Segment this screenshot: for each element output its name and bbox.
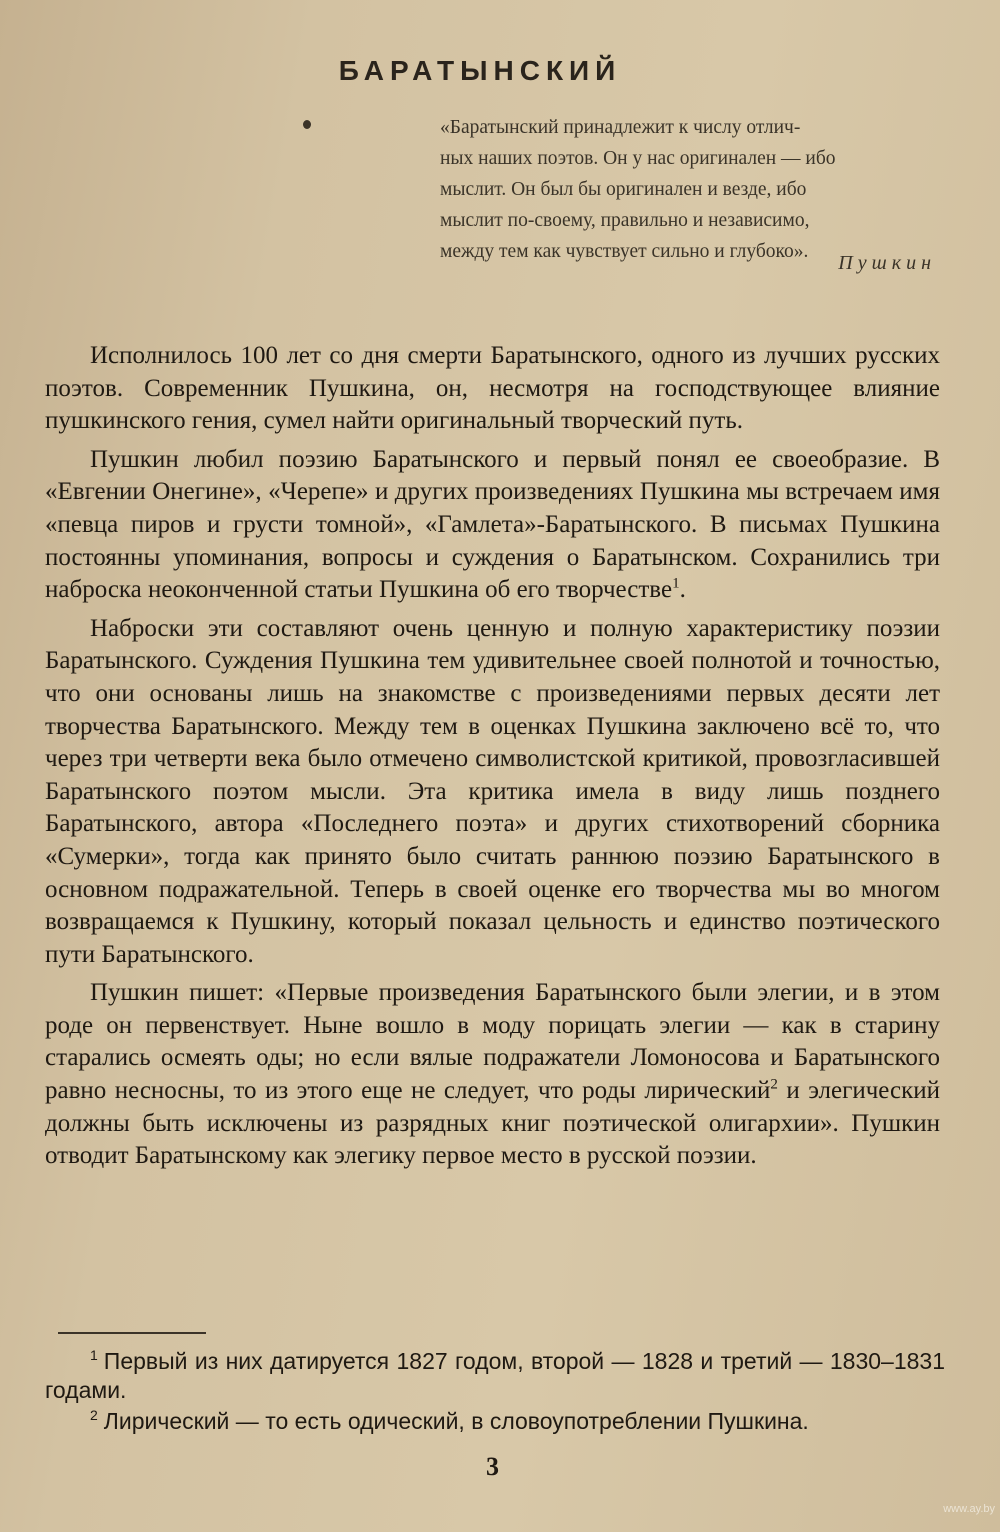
footnote-text: Первый из них датируется 1827 годом, второй — 1828 и третий — 1830–1831 годами. xyxy=(45,1348,945,1403)
footnotes xyxy=(45,1347,945,1436)
footnote xyxy=(45,1407,945,1436)
epigraph-line: «Баратынский принадлежит к числу отлич- xyxy=(440,117,801,138)
paragraph xyxy=(45,977,940,1173)
watermark: www.ay.by xyxy=(943,1503,995,1515)
epigraph-line: мыслит по-своему, правильно и независимо, xyxy=(440,210,810,231)
paragraph-text: Пушкин пишет: «Первые произведения Баратынского были элегии, и в этом роде он первенствует. Ныне вошло в моду порицать элегии — как в старину старались осмеять оды; но если вялые подражатели Ломоносова и Баратынского равно несносны, то из этого еще не следует, что роды лирический xyxy=(45,979,940,1105)
paragraph xyxy=(45,340,940,438)
footnote xyxy=(45,1347,945,1405)
epigraph-author: Пушкин xyxy=(838,252,936,274)
chapter-title: БАРАТЫНСКИЙ xyxy=(338,55,622,86)
epigraph-line: ных наших поэтов. Он у нас оригинален — ибо xyxy=(440,148,836,169)
paragraph-text-tail: и элегический должны быть исключены из разрядных книг поэтической олигархии». Пушкин отводит Баратынскому как элегику первое место в русской поэзии. xyxy=(45,1077,940,1170)
paragraph-text: Наброски эти составляют очень ценную и полную характеристику поэзии Баратынского. Суждения Пушкина тем удивительнее своей полнотой и точностью, что они основаны лишь на знакомстве с произведениями первых десяти лет творчества Баратынского. Между тем в оценках Пушкина заключено всё то, что через три четверти века было отмечено символистской критикой, провозгласившей Баратынского поэтом мысли. Эта критика имела в виду лишь позднего Баратынского, автора «Последнего поэта» и других стихотворений сборника «Сумерки», тогда как принято было считать раннюю поэзию Баратынского в основном подражательной. Теперь в своей оценке его творчества мы во многом возвращаемся к Пушкину, который показал цельность и единство поэтического пути Баратынского. xyxy=(45,614,940,968)
epigraph xyxy=(440,112,935,267)
footnote-number: 1 xyxy=(90,1347,98,1364)
page-number: 3 xyxy=(486,1452,499,1481)
footnote-ref[interactable]: 1 xyxy=(672,575,680,592)
footnote-ref[interactable]: 2 xyxy=(770,1076,778,1093)
epigraph-line: между тем как чувствует сильно и глубоко». xyxy=(440,241,809,262)
paragraph xyxy=(45,444,940,607)
paragraph-text-tail: . xyxy=(679,576,686,604)
ink-spot xyxy=(303,120,311,129)
paragraph-text: Исполнилось 100 лет со дня смерти Баратынского, одного из лучших русских поэтов. Современник Пушкина, он, несмотря на господствующее влияние пушкинского гения, сумел найти оригинальный творческий путь. xyxy=(45,342,940,435)
footnote-text: Лирический — то есть одический, в словоупотреблении Пушкина. xyxy=(103,1408,809,1434)
paragraph xyxy=(45,613,940,972)
epigraph-line: мыслит. Он был бы оригинален и везде, ибо xyxy=(440,179,807,200)
footnote-divider xyxy=(58,1332,206,1334)
footnote-number: 2 xyxy=(90,1407,98,1424)
paragraph-text: Пушкин любил поэзию Баратынского и первый понял ее своеобразие. В «Евгении Онегине», «Черепе» и других произведениях Пушкина мы встречаем имя «певца пиров и грусти томной», «Гамлета»-Баратынского. В письмах Пушкина постоянны упоминания, вопросы и суждения о Баратынском. Сохранились три наброска неоконченной статьи Пушкина об его творчестве xyxy=(45,445,940,604)
main-text xyxy=(45,340,940,1173)
